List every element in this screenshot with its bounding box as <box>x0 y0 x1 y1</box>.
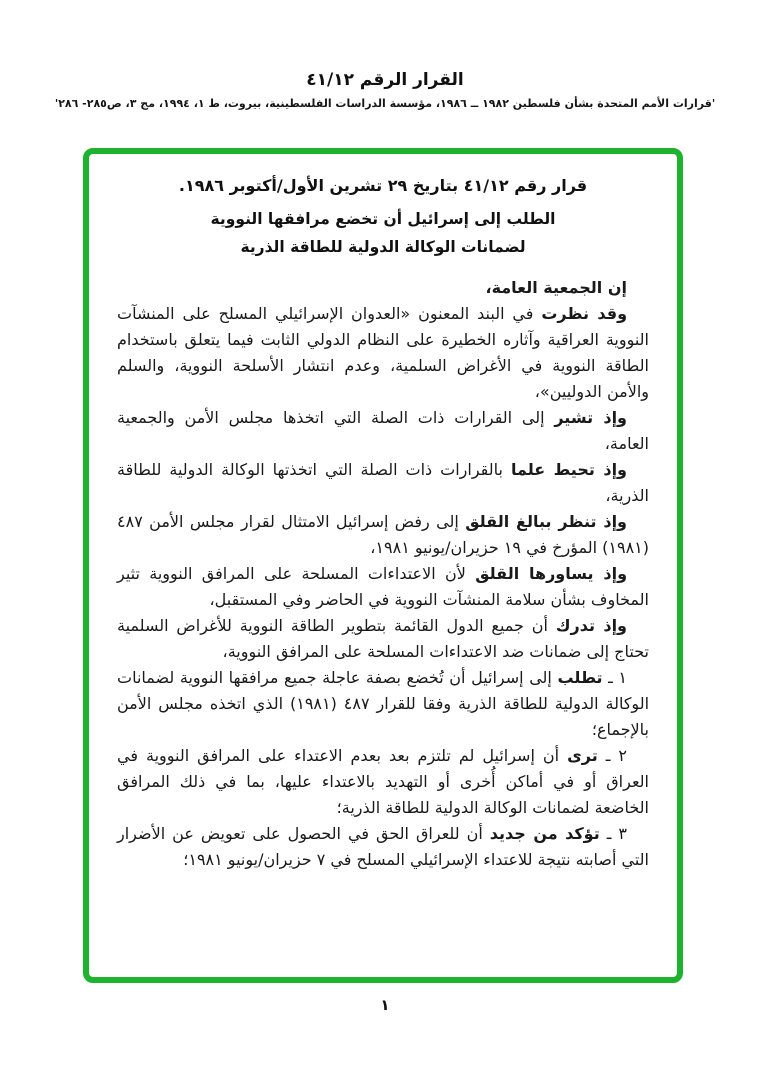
paragraph-number: ١ ـ <box>602 668 628 687</box>
source-citation: 'قرارات الأمم المتحدة بشأن فلسطين ١٩٨٢ ــ ١٩٨٦، مؤسسة الدراسات الفلسطينية، بيروت، ط ١، ١٩٩٤، مج ٣، ص٢٨٥- ٢٨٦' <box>54 97 716 110</box>
resolution-paragraph <box>117 457 649 509</box>
paragraph-lead: وإذ يساورها القلق <box>475 564 628 583</box>
paragraph-lead: تطلب <box>557 668 603 687</box>
paragraph-number: ٣ ـ <box>599 824 627 843</box>
paragraph-text: لأن الاعتداءات المسلحة على المرافق النووية تثير المخاوف بشأن سلامة المنشآت النووية في الحاضر وفي المستقبل، <box>117 564 649 609</box>
resolution-subject-line-1: الطلب إلى إسرائيل أن تخضع مرافقها النووية <box>210 210 556 228</box>
resolution-number-date-line: قرار رقم ٤١/١٢ بتاريخ ٢٩ تشرين الأول/أكتوبر ١٩٨٦. <box>178 176 588 195</box>
resolution-body <box>117 275 649 873</box>
paragraph-text: أن للعراق الحق في الحصول على تعويض عن الأضرار التي أصابته نتيجة للاعتداء الإسرائيلي المسلح في ٧ حزيران/يونيو ١٩٨١؛ <box>117 824 649 869</box>
document-title: القرار الرقم ٤١/١٢ <box>306 70 464 90</box>
resolution-paragraph <box>117 561 649 613</box>
resolution-subject-line-2: لضمانات الوكالة الدولية للطاقة الذرية <box>240 238 526 256</box>
paragraph-lead: إن الجمعية العامة، <box>485 278 627 297</box>
resolution-paragraph <box>117 665 649 743</box>
paragraph-text: أن جميع الدول القائمة بتطوير الطاقة النووية للأغراض السلمية تحتاج إلى ضمانات ضد الاعتداءات المسلحة على المرافق النووية، <box>117 616 649 661</box>
paragraph-lead: تؤكد من جديد <box>489 824 600 843</box>
paragraph-text: بالقرارات ذات الصلة التي اتخذتها الوكالة الدولية للطاقة الذرية، <box>117 460 649 505</box>
document-header <box>0 0 770 110</box>
paragraph-number: ٢ ـ <box>597 746 628 765</box>
resolution-paragraph <box>117 743 649 821</box>
resolution-paragraph <box>117 405 649 457</box>
paragraph-lead: وإذ تدرك <box>555 616 628 635</box>
resolution-paragraph <box>117 613 649 665</box>
paragraph-text: في البند المعنون «العدوان الإسرائيلي المسلح على المنشآت النووية العراقية وآثاره الخطيرة على النظام الدولي الثابت فيما يتعلق باستخدام الطاقة النووية في الأغراض السلمية، وعدم انتشار الأسلحة النووية، والسلم والأمن الدوليين»، <box>117 304 649 401</box>
page-number: ١ <box>380 996 390 1014</box>
resolution-paragraph <box>117 275 649 301</box>
paragraph-text: إلى رفض إسرائيل الامتثال لقرار مجلس الأمن ٤٨٧ (١٩٨١) المؤرخ في ١٩ حزيران/يونيو ١٩٨١، <box>117 512 649 557</box>
paragraph-lead: وإذ تشير <box>554 408 627 427</box>
paragraph-lead: وإذ تنظر ببالغ القلق <box>465 512 627 531</box>
paragraph-lead: ترى <box>567 746 598 765</box>
paragraph-text: أن إسرائيل لم تلتزم بعد بعدم الاعتداء على المرافق النووية في العراق أو في أماكن أُخرى أو التهديد بالاعتداء عليها، بما في ذلك المرافق الخاضعة لضمانات الوكالة الدولية للطاقة الذرية؛ <box>117 746 649 817</box>
paragraph-text: إلى إسرائيل أن تُخضع بصفة عاجلة جميع مرافقها النووية لضمانات الوكالة الدولية للطاقة الذرية وفقا للقرار ٤٨٧ (١٩٨١) الذي اتخذه مجلس الأمن بالإجماع؛ <box>117 668 650 739</box>
paragraph-lead: وقد نظرت <box>541 304 628 323</box>
paragraph-lead: وإذ تحيط علما <box>510 460 627 479</box>
paragraph-text: إلى القرارات ذات الصلة التي اتخذها مجلس الأمن والجمعية العامة، <box>117 408 649 453</box>
resolution-paragraph <box>117 509 649 561</box>
resolution-paragraph <box>117 821 649 873</box>
resolution-frame <box>83 148 683 983</box>
resolution-paragraph <box>117 301 649 405</box>
